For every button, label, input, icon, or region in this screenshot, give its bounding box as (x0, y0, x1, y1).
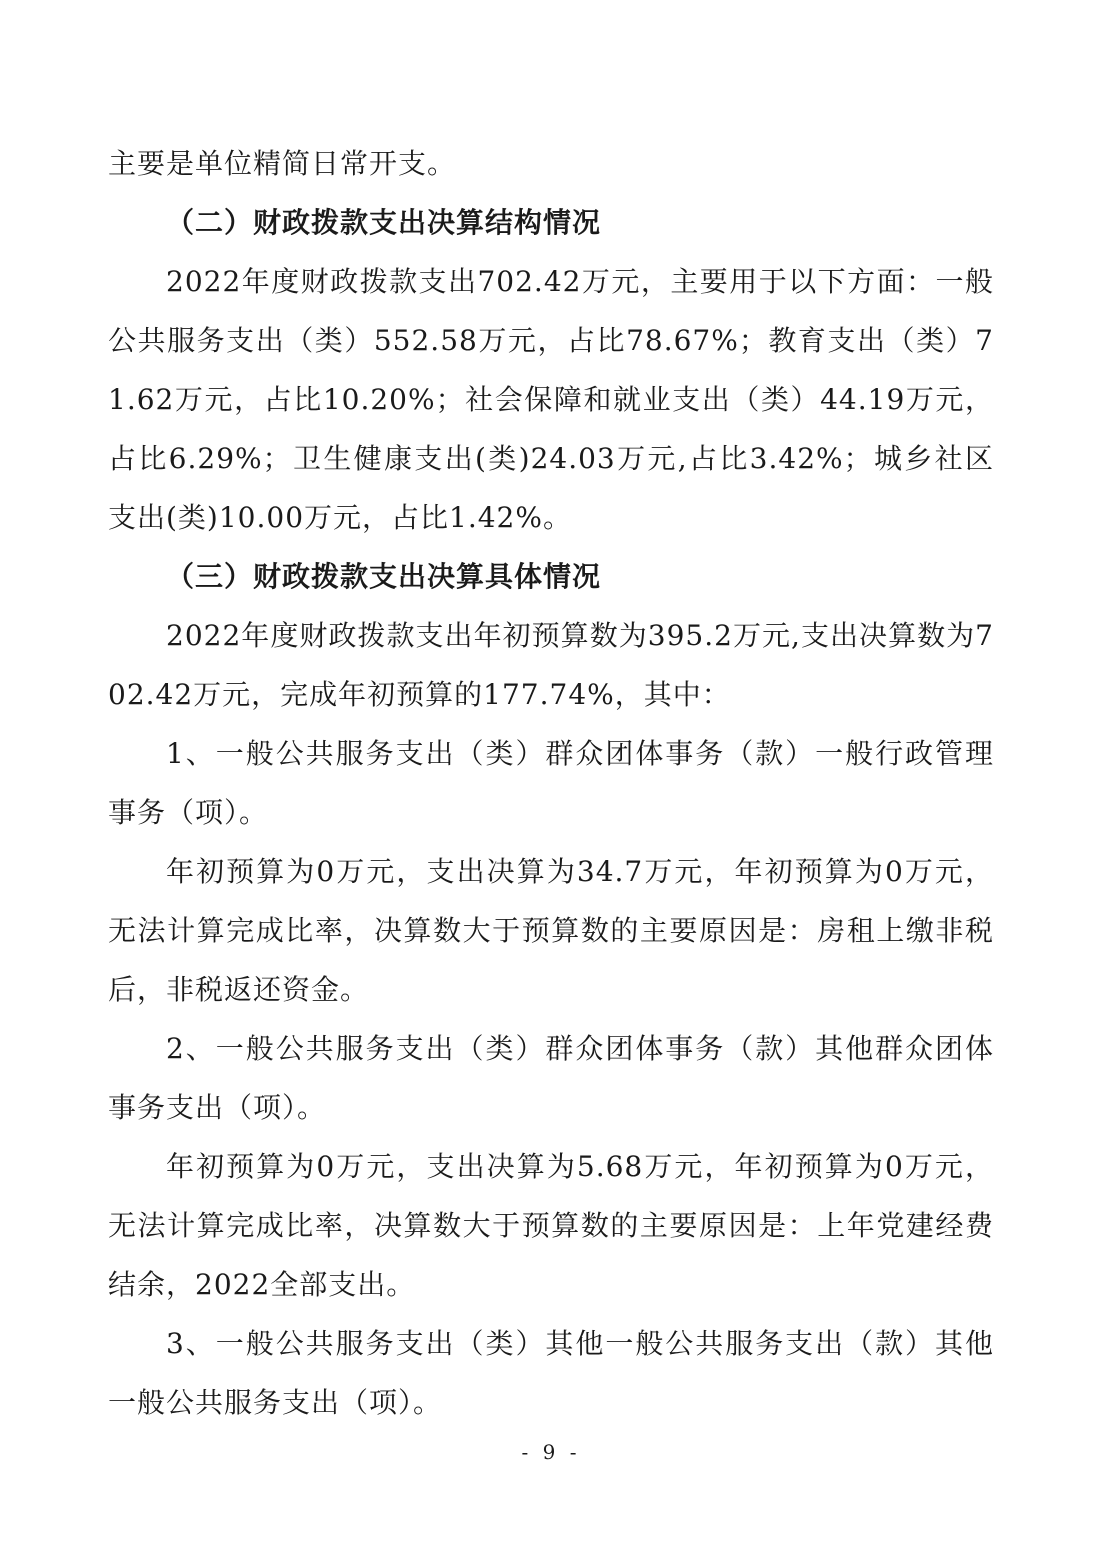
item-2-title: 2、一般公共服务支出（类）群众团体事务（款）其他群众团体事务支出（项）。 (108, 1032, 994, 1124)
item-2-detail: 年初预算为0万元，支出决算为5.68万元，年初预算为0万元，无法计算完成比率，决算数大于预算数的主要原因是：上年党建经费结余，2022全部支出。 (108, 1150, 994, 1301)
section-heading-3: （三）财政拨款支出决算具体情况 (166, 560, 602, 593)
document-page (108, 134, 994, 1432)
paragraph-specifics: 2022年度财政拨款支出年初预算数为395.2万元,支出决算数为702.42万元，完成年初预算的177.74%，其中： (108, 619, 994, 711)
section-heading-2: （二）财政拨款支出决算结构情况 (166, 206, 602, 239)
item-1-detail: 年初预算为0万元，支出决算为34.7万元，年初预算为0万元，无法计算完成比率，决算数大于预算数的主要原因是：房租上缴非税后，非税返还资金。 (108, 855, 994, 1006)
paragraph-structure: 2022年度财政拨款支出702.42万元，主要用于以下方面：一般公共服务支出（类）552.58万元，占比78.67%；教育支出（类）71.62万元，占比10.20%；社会保障和就业支出（类）44.19万元，占比6.29%；卫生健康支出(类)24.03万元,占比3.42%；城乡社区支出(类)10.00万元，占比1.42%。 (108, 265, 994, 534)
paragraph-continuation: 主要是单位精简日常开支。 (108, 147, 457, 180)
item-3-title: 3、一般公共服务支出（类）其他一般公共服务支出（款）其他一般公共服务支出（项）。 (108, 1327, 994, 1419)
item-1-title: 1、一般公共服务支出（类）群众团体事务（款）一般行政管理事务（项）。 (108, 737, 994, 829)
page-number: - 9 - (521, 1440, 581, 1464)
